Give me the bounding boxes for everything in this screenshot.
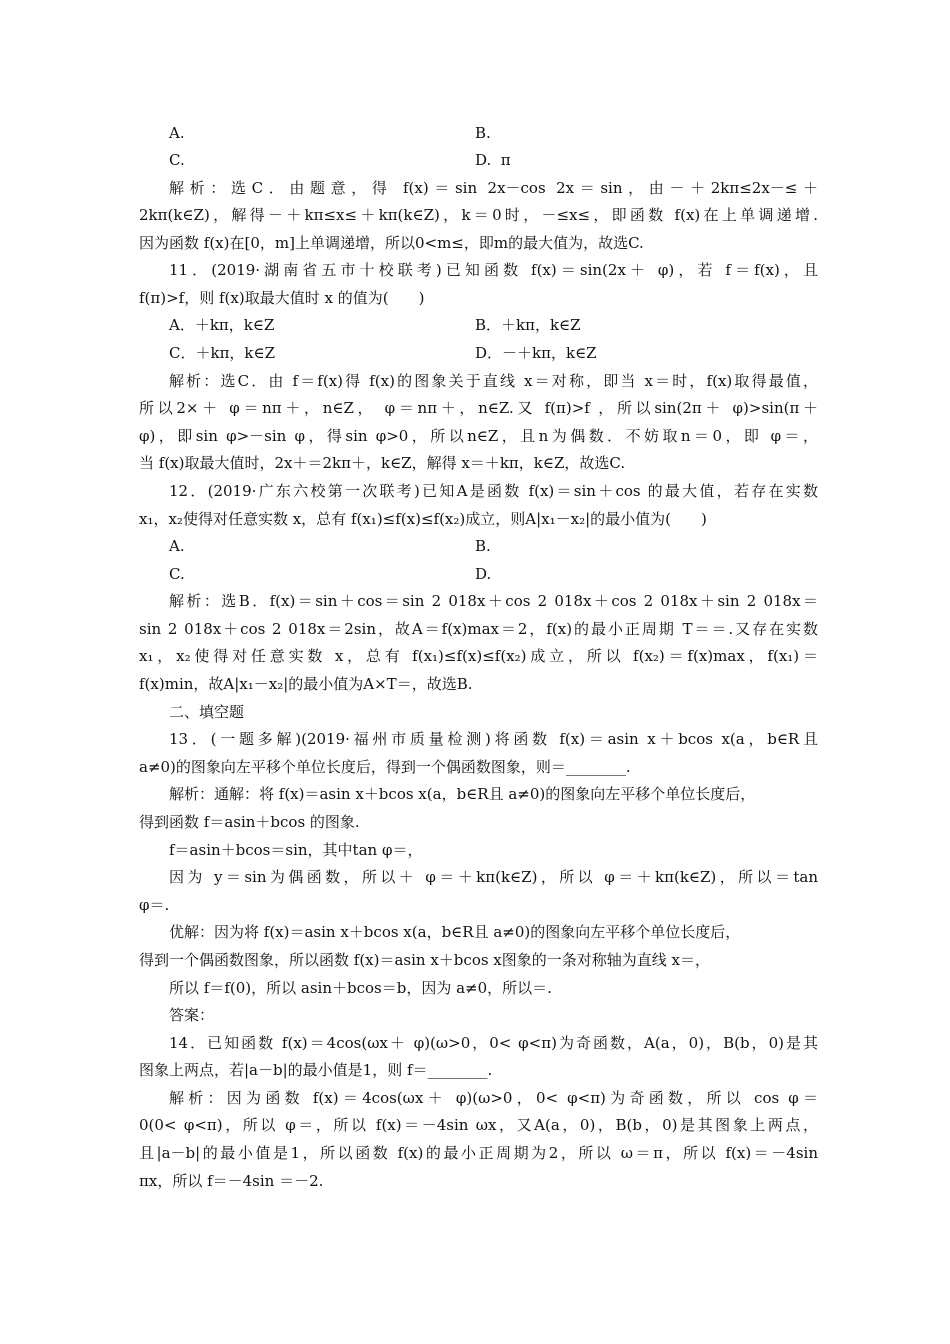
text-segment: 解析：选C．由 f＝f(x)得 f(x)的图象关于直线 x＝对称，即当 x＝时，f(x)取得最值，	[169, 372, 818, 390]
text-segment: C.	[169, 151, 185, 169]
text-segment: 0(0< φ<π)，所以 φ＝，所以 f(x)＝－4sin ωx，又A(a，0)，B(b，0)是其图象上两点，	[139, 1116, 818, 1134]
text-line	[0, 312, 950, 338]
text-line	[0, 340, 950, 366]
text-segment: 答案：	[169, 1006, 215, 1024]
text-segment: A.	[169, 537, 185, 555]
text-segment: 解析：因为函数 f(x)＝4cos(ωx＋ φ)(ω>0，0< φ<π)为奇函数，所以 cos φ＝	[169, 1089, 818, 1107]
text-line	[0, 864, 950, 890]
text-segment: 解析：通解：将 f(x)＝asin x＋bcos x(a，b∈R且 a≠0)的图象向左平移个单位长度后，	[169, 785, 756, 803]
text-line	[0, 1112, 950, 1138]
text-line	[0, 809, 950, 835]
text-line	[0, 450, 950, 476]
text-segment: 11．(2019·湖南省五市十校联考)已知函数 f(x)＝sin(2x＋ φ)，若 f＝f(x)，且	[169, 261, 818, 279]
text-segment: 解析：选B．f(x)＝sin＋cos＝sin 2 018x＋cos 2 018x＋cos 2 018x＋sin 2 018x＝	[169, 592, 818, 610]
text-line	[0, 1002, 950, 1028]
text-segment: 14．已知函数 f(x)＝4cos(ωx＋ φ)(ω>0，0< φ<π)为奇函数，A(a，0)，B(b，0)是其	[169, 1034, 818, 1052]
text-segment: a≠0)的图象向左平移个单位长度后，得到一个偶函数图象，则＝________.	[139, 758, 631, 776]
text-segment: 所以2×＋ φ＝nπ＋，n∈Z， φ＝nπ＋，n∈Z.又 f(π)>f ，所以sin(2π＋ φ)>sin(π＋	[139, 399, 818, 417]
text-segment: φ)，即sin φ>－sin φ，得sin φ>0，所以n∈Z，且n为偶数．不妨取n＝0，即 φ＝，	[139, 427, 818, 445]
text-segment: 得到一个偶函数图象，所以函数 f(x)＝asin x＋bcos x图象的一条对称轴为直线 x＝，	[139, 951, 710, 969]
text-segment: C.	[169, 565, 185, 583]
text-line	[0, 699, 950, 725]
text-line	[0, 285, 950, 311]
text-segment: 2kπ(k∈Z)，解得－＋kπ≤x≤＋kπ(k∈Z)，k＝0时，－≤x≤，即函数 f(x)在上单调递增.	[139, 206, 818, 224]
text-line	[0, 423, 950, 449]
text-line	[0, 781, 950, 807]
text-line	[0, 478, 950, 504]
text-line	[0, 1085, 950, 1111]
text-line	[0, 533, 950, 559]
text-segment: 且|a－b|的最小值是1，所以函数 f(x)的最小正周期为2，所以 ω＝π，所以 f(x)＝－4sin	[139, 1144, 818, 1162]
text-line	[0, 726, 950, 752]
text-segment: 当 f(x)取最大值时，2x＋＝2kπ＋，k∈Z，解得 x＝＋kπ，k∈Z，故选C.	[139, 454, 626, 472]
text-line	[0, 1168, 950, 1194]
text-line	[0, 671, 950, 697]
text-segment: 解析：选C．由题意，得 f(x)＝sin 2x－cos 2x＝sin，由－＋2kπ≤2x－≤＋	[169, 179, 818, 197]
text-segment: 因为 y＝sin为偶函数，所以＋ φ＝＋kπ(k∈Z)，所以 φ＝＋kπ(k∈Z)，所以＝tan	[169, 868, 818, 886]
text-line	[0, 230, 950, 256]
text-line	[0, 947, 950, 973]
text-line	[0, 395, 950, 421]
text-segment: x₁，x₂使得对任意实数 x，总有 f(x₁)≤f(x)≤f(x₂)成立，所以 f(x₂)＝f(x)max，f(x₁)＝	[139, 647, 818, 665]
text-segment: f＝asin＋bcos＝sin，其中tan φ＝，	[169, 841, 423, 859]
text-line	[0, 643, 950, 669]
text-segment: C．＋kπ，k∈Z	[169, 344, 276, 362]
text-segment: φ＝.	[139, 896, 170, 914]
text-segment: D.	[475, 565, 492, 583]
text-line	[0, 754, 950, 780]
text-segment: 图象上两点，若|a－b|的最小值是1，则 f＝________.	[139, 1061, 493, 1079]
text-line	[0, 257, 950, 283]
text-segment: 因为函数 f(x)在[0，m]上单调递增，所以0<m≤，即m的最大值为，故选C.	[139, 234, 644, 252]
text-line	[0, 1057, 950, 1083]
text-segment: f(π)>f，则 f(x)取最大值时 x 的值为( )	[139, 289, 425, 307]
text-segment: 13．(一题多解)(2019·福州市质量检测)将函数 f(x)＝asin x＋bcos x(a，b∈R且	[169, 730, 818, 748]
text-line	[0, 120, 950, 146]
text-segment: B．＋kπ，k∈Z	[475, 316, 581, 334]
text-segment: 得到函数 f＝asin＋bcos 的图象.	[139, 813, 360, 831]
text-segment: D. π	[475, 151, 511, 169]
text-line	[0, 147, 950, 173]
text-segment: B.	[475, 124, 491, 142]
text-segment: 12．(2019·广东六校第一次联考)已知A是函数 f(x)＝sin＋cos 的最大值，若存在实数	[169, 482, 818, 500]
text-segment: A．＋kπ，k∈Z	[169, 316, 275, 334]
text-segment: 二、填空题	[169, 703, 245, 721]
text-line	[0, 837, 950, 863]
text-segment: πx，所以 f＝－4sin ＝－2.	[139, 1172, 324, 1190]
text-segment: A.	[169, 124, 185, 142]
text-line	[0, 588, 950, 614]
text-line	[0, 1030, 950, 1056]
text-line	[0, 1140, 950, 1166]
text-line	[0, 368, 950, 394]
text-segment: f(x)min，故A|x₁－x₂|的最小值为A×T＝，故选B.	[139, 675, 473, 693]
text-segment: sin 2 018x＋cos 2 018x＝2sin，故A＝f(x)max＝2，f(x)的最小正周期 T＝＝.又存在实数	[139, 620, 818, 638]
text-segment: 所以 f＝f(0)，所以 asin＋bcos＝b，因为 a≠0，所以＝.	[169, 979, 552, 997]
text-line	[0, 506, 950, 532]
text-segment: x₁，x₂使得对任意实数 x，总有 f(x₁)≤f(x)≤f(x₂)成立，则A|x₁－x₂|的最小值为( )	[139, 510, 707, 528]
text-line	[0, 919, 950, 945]
text-segment: B.	[475, 537, 491, 555]
text-line	[0, 202, 950, 228]
text-segment: D．－＋kπ，k∈Z	[475, 344, 597, 362]
text-segment: 优解：因为将 f(x)＝asin x＋bcos x(a，b∈R且 a≠0)的图象向左平移个单位长度后，	[169, 923, 741, 941]
text-line	[0, 175, 950, 201]
text-line	[0, 975, 950, 1001]
text-line	[0, 561, 950, 587]
text-line	[0, 892, 950, 918]
text-line	[0, 616, 950, 642]
